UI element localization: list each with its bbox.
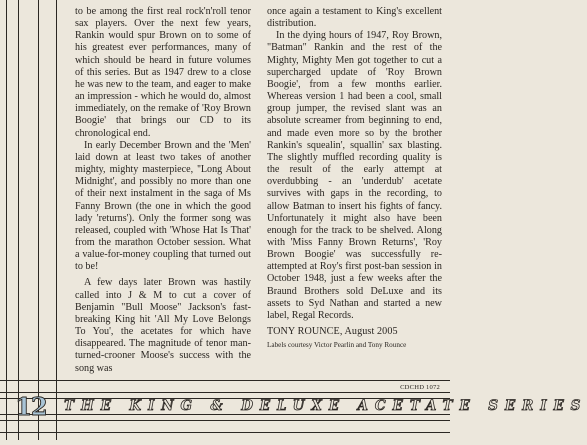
- left-paragraph-1: to be among the first real rock'n'roll tenor sax players. Over the next few years, Rankin would spur Brown on to some of his greatest ever performances, many of which should be heard in future volumes of this series. But as 1947 drew to a close he was new to the team, and eager to make an impression - which he would do, almost immediately, on the remake of 'Roy Brown Boogie' that brings our CD to its chronological end.: [75, 6, 251, 139]
- footer-rule: [0, 432, 450, 433]
- catalog-number: CDCHD 1072: [400, 384, 440, 391]
- author-signoff: TONY ROUNCE, August 2005: [267, 326, 398, 338]
- label-credits: Labels courtesy Victor Pearlin and Tony Rounce: [267, 341, 407, 350]
- right-paragraph-1: once again a testament to King's excellent distribution.: [267, 6, 442, 30]
- border-line: [38, 0, 39, 440]
- footer-rule: [0, 392, 450, 393]
- border-line: [18, 0, 19, 440]
- footer-rule: [0, 380, 450, 381]
- left-text-column: [75, 6, 251, 375]
- left-paragraph-3: A few days later Brown was hastily called into J & M to cut a cover of Benjamin "Bull Moose" Jackson's fast-breaking King hit 'All My Love Belongs To You', the acetates for which have disappeared. The magnitude of tenor man-turned-crooner Moose's success with the song was: [75, 277, 251, 374]
- border-line: [56, 0, 57, 440]
- right-paragraph-2: In the dying hours of 1947, Roy Brown, "Batman" Rankin and the rest of the Mighty, Mighty Men got together to cut a supercharged update of 'Roy Brown Boogie', from a few months earlier. Whereas version 1 had been a cool, small group jumper, the revised slant was an absolute screamer from beginning to end, and made even more so by the brother Rankin's squealin', squallin' sax blasting. The slightly muffled recording quality is the result of the early attempt at overdubbing - an 'underdub' acetate survives with gaps in the recording, to allow Batman to insert his fights of fancy. Unfortunately it might also have been enough for the track to be shelved. Along with 'Miss Fanny Brown Returns', 'Roy Brown Boogie' was successfully re-attempted at Roy's first post-ban session in October 1948, just a few weeks after the Braund Brothers sold DeLuxe and its assets to Syd Nathan and started a new label, Regal Records.: [267, 30, 442, 321]
- left-paragraph-2: In early December Brown and the 'Men' laid down at least two takes of another mighty, mighty masterpiece, ''Long About Midnight', and possibly no more than one of their next instalment in the saga of Ms Fanny Brown (the one in which the good lady 'returns'). Only the former song was released, coupled with 'Whose Hat Is That' from the marathon October session. What a value-for-money coupling that turned out to be!: [75, 139, 251, 273]
- border-line: [6, 0, 7, 440]
- page-number: 12: [15, 392, 47, 421]
- series-title: THE KING & DELUXE ACETATE SERIES: [64, 398, 587, 414]
- footer-rule: [0, 420, 450, 421]
- right-text-column: [267, 6, 442, 350]
